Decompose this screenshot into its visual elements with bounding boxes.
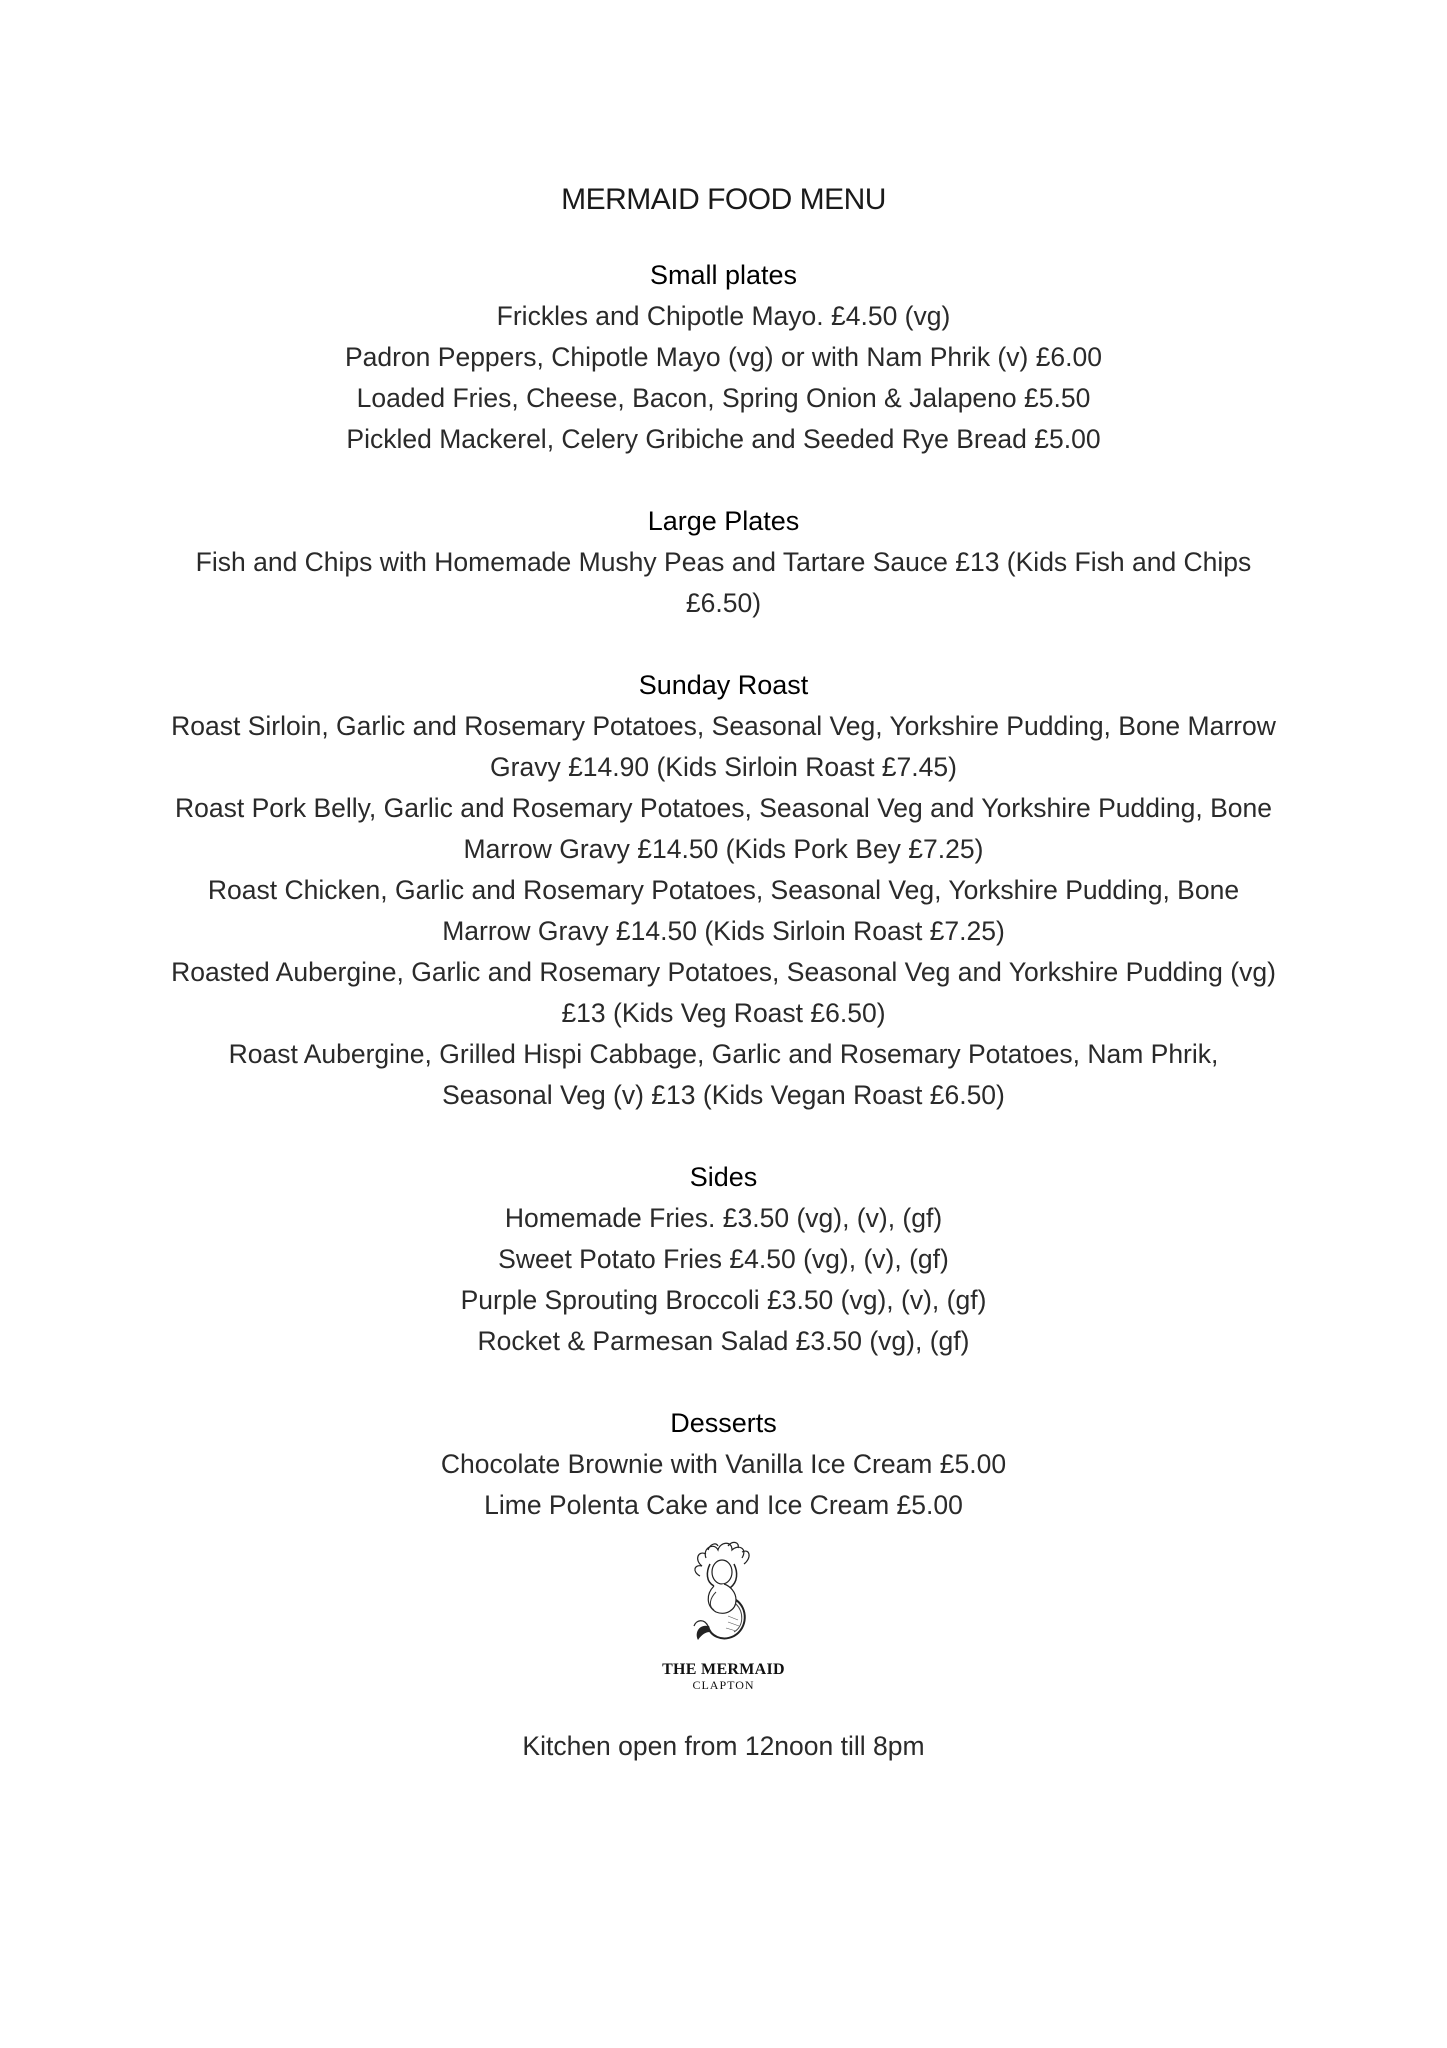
section-heading: Sides: [689, 1162, 758, 1192]
menu-item: Purple Sprouting Broccoli £3.50 (vg), (v), (gf): [460, 1285, 987, 1315]
menu-item: Lime Polenta Cake and Ice Cream £5.00: [484, 1490, 963, 1520]
menu-item: Roast Chicken, Garlic and Rosemary Potatoes, Seasonal Veg, Yorkshire Pudding, Bone Marrow Gravy £14.50 (Kids Sirloin Roast £7.25): [207, 875, 1240, 946]
menu-item: Rocket & Parmesan Salad £3.50 (vg), (gf): [477, 1326, 970, 1356]
section-heading: Desserts: [670, 1408, 777, 1438]
page-title: MERMAID FOOD MENU: [561, 183, 886, 216]
section-large-plates: [170, 501, 1277, 624]
menu-page: [170, 170, 1277, 1767]
menu-item: Fish and Chips with Homemade Mushy Peas and Tartare Sauce £13 (Kids Fish and Chips £6.50): [195, 547, 1252, 618]
menu-item: Chocolate Brownie with Vanilla Ice Cream £5.00: [440, 1449, 1007, 1479]
menu-item: Roast Aubergine, Grilled Hispi Cabbage, Garlic and Rosemary Potatoes, Nam Phrik, Seasonal Veg (v) £13 (Kids Vegan Roast £6.50): [228, 1039, 1219, 1110]
menu-item: Frickles and Chipotle Mayo. £4.50 (vg): [496, 301, 951, 331]
menu-item: Loaded Fries, Cheese, Bacon, Spring Onion & Jalapeno £5.50: [356, 383, 1091, 413]
menu-item: Sweet Potato Fries £4.50 (vg), (v), (gf): [498, 1244, 949, 1274]
section-sides: [170, 1157, 1277, 1362]
section-desserts: [170, 1403, 1277, 1526]
menu-item: Roast Sirloin, Garlic and Rosemary Potatoes, Seasonal Veg, Yorkshire Pudding, Bone Marrow Gravy £14.90 (Kids Sirloin Roast £7.45): [171, 711, 1276, 782]
logo-subtitle: CLAPTON: [692, 1678, 755, 1692]
logo-wordmark: THE MERMAID: [662, 1661, 785, 1678]
mermaid-illustration-icon: [644, 1536, 804, 1661]
section-heading: Sunday Roast: [638, 670, 809, 700]
section-small-plates: [170, 255, 1277, 460]
menu-item: Padron Peppers, Chipotle Mayo (vg) or with Nam Phrik (v) £6.00: [344, 342, 1103, 372]
section-sunday-roast: [170, 665, 1277, 1116]
menu-item: Roasted Aubergine, Garlic and Rosemary Potatoes, Seasonal Veg and Yorkshire Pudding (vg) £13 (Kids Veg Roast £6.50): [171, 957, 1276, 1028]
menu-item: Homemade Fries. £3.50 (vg), (v), (gf): [504, 1203, 943, 1233]
kitchen-hours-note: Kitchen open from 12noon till 8pm: [522, 1731, 925, 1761]
menu-item: Pickled Mackerel, Celery Gribiche and Seeded Rye Bread £5.00: [346, 424, 1101, 454]
the-mermaid-logo: [644, 1536, 804, 1696]
section-heading: Large Plates: [647, 506, 800, 536]
menu-item: Roast Pork Belly, Garlic and Rosemary Potatoes, Seasonal Veg and Yorkshire Pudding, Bone Marrow Gravy £14.50 (Kids Pork Bey £7.25): [175, 793, 1272, 864]
section-heading: Small plates: [649, 260, 798, 290]
